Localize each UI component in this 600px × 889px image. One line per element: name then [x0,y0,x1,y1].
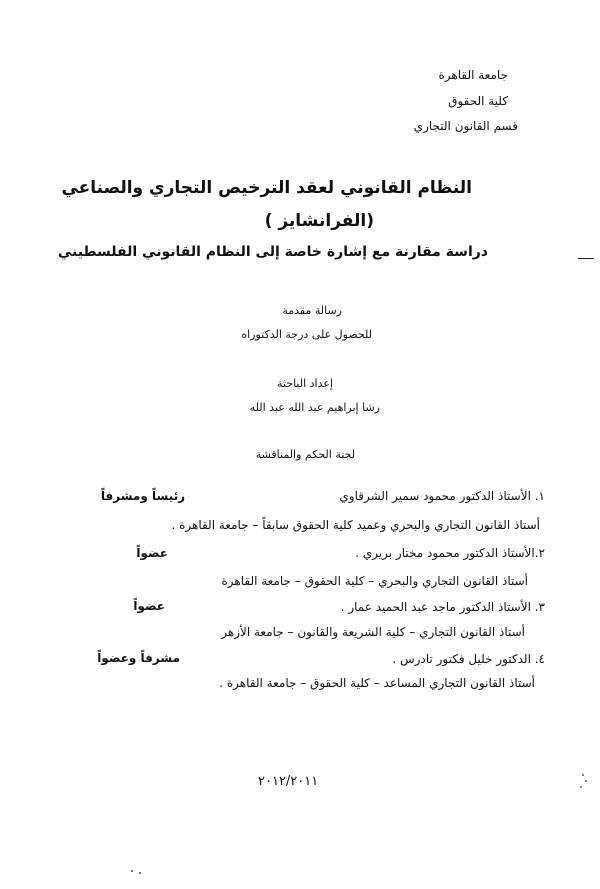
author-label: إعداد الباحثة [277,377,333,390]
member-name: ٣. الأستاذ الدكتور ماجد عبد الحميد عمار . [340,600,545,614]
member-title: أستاذ القانون التجاري المساعد – كلية الحقوق – جامعة القاهرة . [219,676,535,690]
member-role: عضواً [133,599,165,613]
thesis-degree: للحصول على درجة الدكتوراه [241,328,372,341]
scan-speck [585,780,587,782]
member-name: ١. الأستاذ الدكتور محمود سمير الشرقاوي [339,489,545,503]
member-name: ٢.الأستاذ الدكتور محمود مختار بريري . [355,546,545,560]
member-role: رئيساً ومشرفاً [100,489,185,503]
member-title: أستاذ القانون التجاري والبحري وعميد كلية الحقوق سابقاً – جامعة القاهرة . [171,518,540,532]
margin-mark [578,258,594,259]
scan-speck [582,774,584,776]
committee-heading: لجنة الحكم والمناقشة [255,448,355,461]
scan-speck [580,786,582,788]
author-name: رشا إبراهيم عبد الله عبد الله [249,401,380,414]
academic-year: ٢٠١٢/٢٠١١ [258,774,319,789]
member-name: ٤. الدكتور خليل فكتور تادرس . [392,652,545,666]
university-name: جامعة القاهرة [438,68,508,82]
thesis-title: النظام القانوني لعقد الترخيص التجاري والصناعي [61,178,472,198]
scan-speck [139,872,141,874]
department-name: قسم القانون التجاري [413,119,518,133]
member-role: عضواً [136,546,168,560]
member-role: مشرفاً وعضواً [97,651,180,665]
thesis-submitted: رسالة مقدمة [282,304,342,317]
scan-speck [131,870,133,872]
member-title: أستاذ القانون التجاري – كلية الشريعة والقانون – جامعة الأزهر [221,625,525,639]
thesis-title-franchise: (الفرانشايز ) [264,211,374,231]
thesis-subtitle: دراسة مقارنة مع إشارة خاصة إلى النظام القانوني الفلسطيني [57,244,488,260]
member-title: أستاذ القانون التجاري والبحري – كلية الحقوق – جامعة القاهرة [221,574,528,588]
faculty-name: كلية الحقوق [448,94,508,108]
